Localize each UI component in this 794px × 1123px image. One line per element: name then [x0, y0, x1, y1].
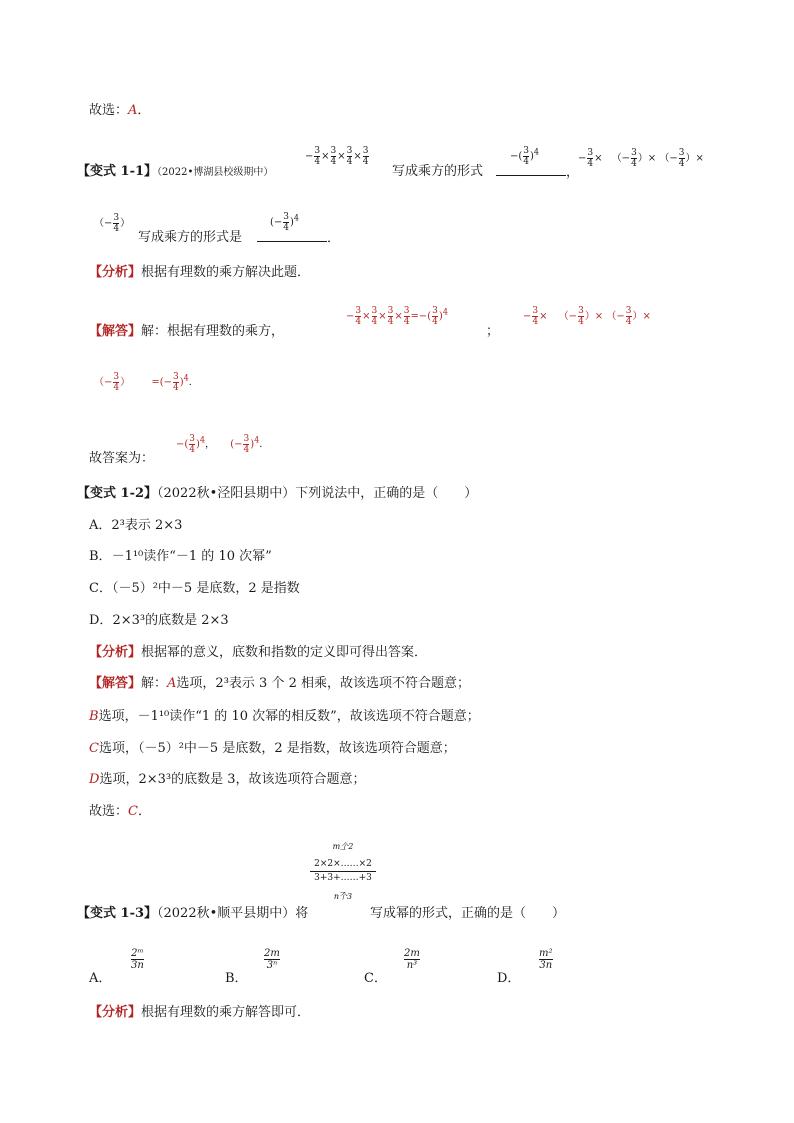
v12-analysis: 【分析】根据幂的意义，底数和指数的定义即可得出答案． [89, 645, 428, 660]
v13-option-a-frac: $\frac{\text{2ᵐ}}{3n}$ [131, 948, 144, 971]
v13-header: 【变式 1-3】（2022秋•顺平县期中）将 [77, 906, 309, 921]
v11-expr2: − $\frac{3}{4}$ × （− $\frac{3}{4}$ ）× （− $\frac{3}{4}$ ）× [578, 148, 704, 169]
v11-final-a1: −( $\frac{3}{4}$ )$^4$， (− $\frac{3}{4}$ )$^4$． [176, 434, 270, 455]
answer-letter: A [128, 103, 138, 118]
answer-line: 故选：A． [89, 103, 151, 118]
v12-solution-a: 【解答】解：A选项，2³表示 3 个 2 相乘，故该选项不符合题意； [89, 676, 470, 691]
v11-answer2: (− $\frac{3}{4}$ )$^4$ [270, 212, 300, 233]
v13-option-a: A． [89, 971, 112, 986]
v12-header: 【变式 1-2】（2022秋•泾阳县期中）下列说法中，正确的是（ ） [77, 486, 478, 501]
v11-blank2: ． [257, 229, 340, 248]
v12-final: 故选：C． [89, 804, 151, 819]
v11-text1: 写成乘方的形式 [392, 164, 484, 179]
v11-expr2-tail: （− $\frac{3}{4}$ ） [94, 213, 131, 234]
v11-header: 【变式 1-1】（2022•博湖县校级期中） [77, 164, 274, 179]
v13-analysis: 【分析】根据有理数的乘方解答即可． [89, 1005, 311, 1020]
v11-eq2: − $\frac{3}{4}$ × （− $\frac{3}{4}$ ）× （− $\frac{3}{4}$ ）× [523, 306, 651, 327]
v11-semicolon: ； [486, 324, 500, 339]
v12-option-a: A．2³表示 2×3 [89, 518, 183, 533]
v11-solution: 【解答】解：根据有理数的乘方， [89, 324, 285, 339]
v13-option-b: B． [225, 971, 248, 986]
v12-solution-c: C选项，（－5）²中－5 是底数，2 是指数，故该选项符合题意； [89, 741, 456, 756]
v13-question: 写成幂的形式，正确的是（ ） [370, 906, 566, 921]
v13-option-c: C． [364, 971, 387, 986]
v13-option-d: D． [497, 971, 521, 986]
v11-analysis: 【分析】根据有理数的乘方解决此题． [89, 265, 311, 280]
v11-expr: − $\frac{3}{4}$ × $\frac{3}{4}$ × $\frac{3}{4}$ × $\frac{3}{4}$ [305, 146, 369, 167]
v11-answer1: −( $\frac{3}{4}$ )$^4$ [510, 146, 540, 167]
v11-blank1: ， [496, 163, 579, 182]
v12-option-c: C．（－5）²中－5 是底数，2 是指数 [89, 581, 300, 596]
v13-fraction: m个2 ‾ 2×2×……×2 3+3+……+3 _ n个3 [308, 842, 378, 901]
v11-eq1: − $\frac{3}{4}$ × $\frac{3}{4}$ × $\frac{3}{4}$ × $\frac{3}{4}$ =−( $\frac{3}{4}$ )$^4$ [346, 306, 448, 327]
v11-text2: 写成乘方的形式是 [138, 230, 243, 245]
v11-eq2-tail: （− $\frac{3}{4}$ ） =(− $\frac{3}{4}$ )$^4$． [94, 372, 199, 393]
v13-option-d-frac: $\frac{\text{m²}}{3n}$ [539, 948, 553, 971]
v12-solution-b: B选项，－1¹⁰读作“1 的 10 次幂的相反数”，故该选项不符合题意； [89, 709, 480, 724]
v11-final: 故答案为： [89, 451, 155, 466]
v12-option-b: B．－1¹⁰读作“－1 的 10 次幂” [89, 549, 272, 564]
v12-option-d: D．2×3³的底数是 2×3 [89, 613, 229, 628]
v13-option-b-frac: $\frac{2m}{\text{3ⁿ}}$ [264, 948, 280, 971]
v13-option-c-frac: $\frac{2m}{\text{n³}}$ [404, 948, 420, 971]
v12-solution-d: D选项，2×3³的底数是 3，故该选项符合题意； [89, 772, 366, 787]
